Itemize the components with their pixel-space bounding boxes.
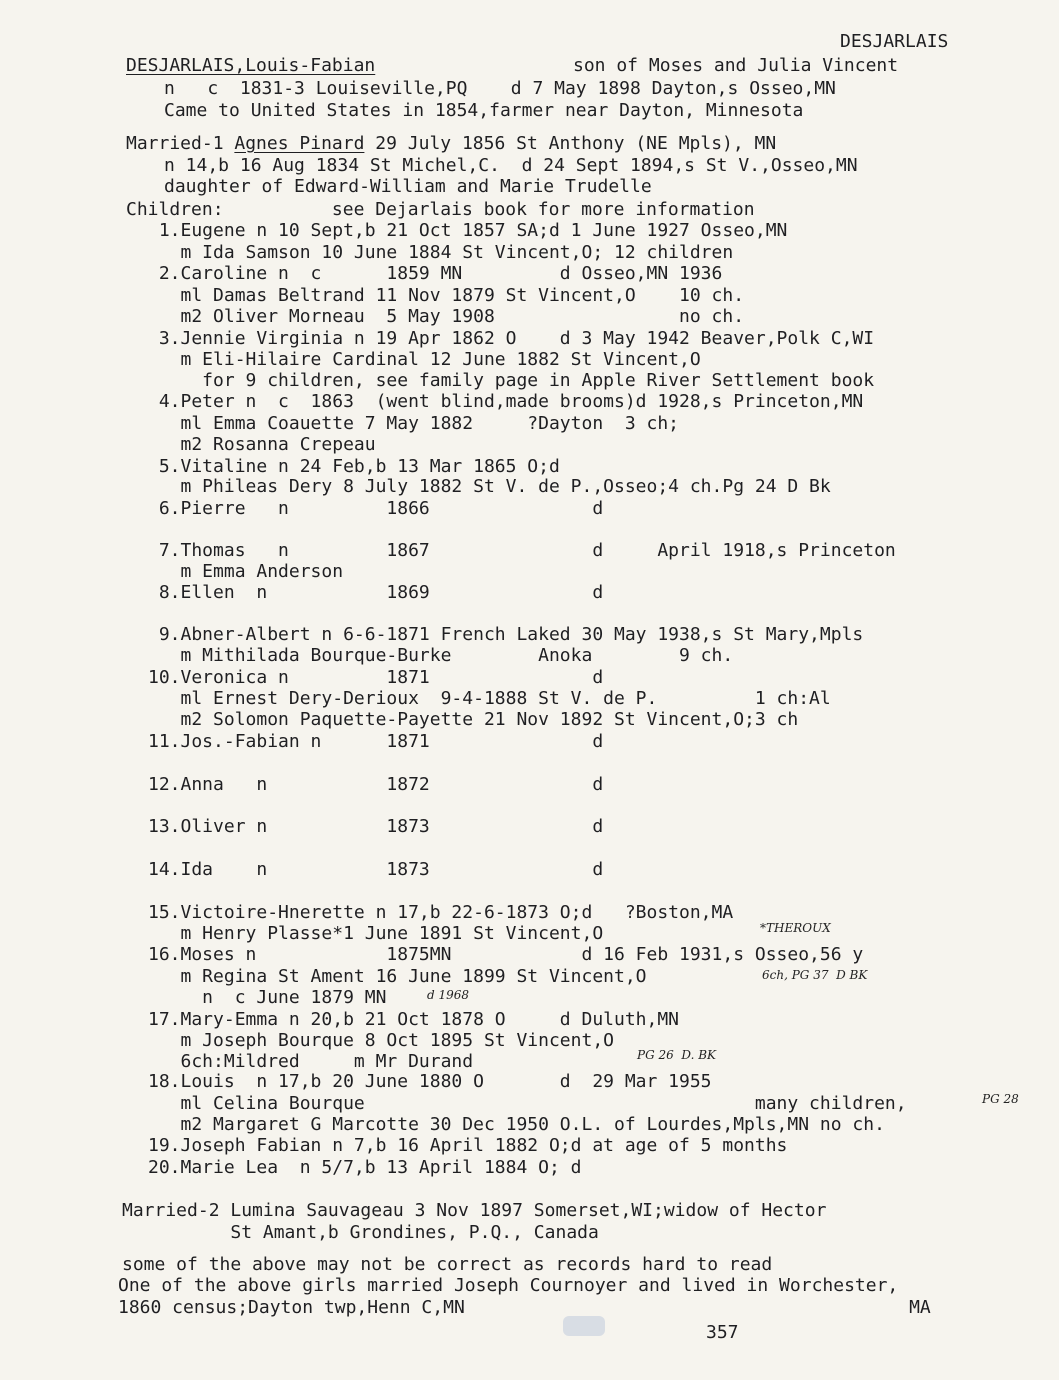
subject-immigration: Came to United States in 1854,farmer near Dayton, Minnesota: [164, 100, 804, 121]
child-line: m Phileas Dery 8 July 1882 St V. de P.,Osseo;4 ch.Pg 24 D Bk: [148, 476, 831, 497]
child-line: 15.Victoire-Hnerette n 17,b 22-6-1873 O;d ?Boston,MA: [148, 902, 734, 923]
child-line: 18.Louis n 17,b 20 June 1880 O d 29 Mar 1955: [148, 1071, 712, 1092]
handwritten-moses-ref: 6ch, PG 37 D BK: [762, 968, 868, 982]
child-line: 5.Vitaline n 24 Feb,b 13 Mar 1865 O;d: [148, 456, 560, 477]
child-line: 4.Peter n c 1863 (went blind,made brooms)d 1928,s Princeton,MN: [148, 391, 864, 412]
child-line: m Mithilada Bourque-Burke Anoka 9 ch.: [148, 645, 734, 666]
note-line: some of the above may not be correct as records hard to read: [122, 1254, 773, 1275]
child-line: 16.Moses n 1875MN d 16 Feb 1931,s Osseo,56 y: [148, 944, 864, 965]
handwritten-regina-death: d 1968: [427, 988, 470, 1002]
child-line: m2 Rosanna Crepeau: [148, 434, 376, 455]
marriage1-spouse-parents: daughter of Edward-William and Marie Trudelle: [164, 176, 652, 197]
child-line: 17.Mary-Emma n 20,b 21 Oct 1878 O d Duluth,MN: [148, 1009, 680, 1030]
child-line: 12.Anna n 1872 d: [148, 774, 604, 795]
child-line: for 9 children, see family page in Apple River Settlement book: [148, 370, 875, 391]
page-number: 357: [706, 1322, 739, 1343]
page-header-surname: DESJARLAIS: [840, 31, 949, 52]
child-line: n c June 1879 MN: [148, 987, 387, 1008]
child-line: 1.Eugene n 10 Sept,b 21 Oct 1857 SA;d 1 June 1927 Osseo,MN: [148, 220, 788, 241]
marriage1-label: Married-1 Agnes Pinard 29 July 1856 St Anthony (NE Mpls), MN: [126, 133, 777, 154]
child-line: 20.Marie Lea n 5/7,b 13 April 1884 O; d: [148, 1157, 582, 1178]
child-line: 8.Ellen n 1869 d: [148, 582, 604, 603]
child-line: m Henry Plasse*1 June 1891 St Vincent,O: [148, 923, 604, 944]
handwritten-theroux: *THEROUX: [760, 921, 831, 935]
subject-birth-death: n c 1831-3 Louiseville,PQ d 7 May 1898 Dayton,s Osseo,MN: [164, 78, 836, 99]
child-line: m Ida Samson 10 June 1884 St Vincent,O; 12 children: [148, 242, 734, 263]
child-line: m Eli-Hilaire Cardinal 12 June 1882 St Vincent,O: [148, 349, 701, 370]
marriage1-spouse: Agnes Pinard: [234, 133, 365, 154]
child-line: 2.Caroline n c 1859 MN d Osseo,MN 1936: [148, 263, 723, 284]
child-line: 10.Veronica n 1871 d: [148, 667, 604, 688]
children-header: Children: see Dejarlais book for more information: [126, 199, 755, 220]
faint-stamp-mark: [563, 1316, 605, 1336]
note-line: One of the above girls married Joseph Cournoyer and lived in Worchester,: [118, 1275, 899, 1296]
child-line: 6ch:Mildred m Mr Durand: [148, 1051, 474, 1072]
child-line: 19.Joseph Fabian n 7,b 16 April 1882 O;d at age of 5 months: [148, 1135, 788, 1156]
child-line: 9.Abner-Albert n 6-6-1871 French Laked 30 May 1938,s St Mary,Mpls: [148, 624, 864, 645]
child-line: m Emma Anderson: [148, 561, 344, 582]
child-line: m Joseph Bourque 8 Oct 1895 St Vincent,O: [148, 1030, 614, 1051]
child-line: m2 Margaret G Marcotte 30 Dec 1950 O.L. of Lourdes,Mpls,MN no ch.: [148, 1114, 885, 1135]
marriage1-spouse-vitals: n 14,b 16 Aug 1834 St Michel,C. d 24 Sept 1894,s St V.,Osseo,MN: [164, 155, 858, 176]
child-line: ml Celina Bourque many children,: [148, 1093, 907, 1114]
child-line: m Regina St Ament 16 June 1899 St Vincent,O: [148, 966, 647, 987]
child-line: ml Ernest Dery-Derioux 9-4-1888 St V. de P. 1 ch:Al: [148, 688, 831, 709]
child-line: 7.Thomas n 1867 d April 1918,s Princeton: [148, 540, 896, 561]
subject-parents: son of Moses and Julia Vincent: [573, 55, 899, 76]
child-line: m2 Oliver Morneau 5 May 1908 no ch.: [148, 306, 745, 327]
child-line: 13.Oliver n 1873 d: [148, 816, 604, 837]
child-line: m2 Solomon Paquette-Payette 21 Nov 1892 St Vincent,O;3 ch: [148, 709, 799, 730]
child-line: 11.Jos.-Fabian n 1871 d: [148, 731, 604, 752]
child-line: ml Emma Coauette 7 May 1882 ?Dayton 3 ch;: [148, 413, 680, 434]
marriage2-line: St Amant,b Grondines, P.Q., Canada: [122, 1222, 599, 1243]
child-line: 14.Ida n 1873 d: [148, 859, 604, 880]
handwritten-emma-ref: PG 26 D. BK: [637, 1048, 716, 1062]
child-line: ml Damas Beltrand 11 Nov 1879 St Vincent,O 10 ch.: [148, 285, 745, 306]
subject-name: DESJARLAIS,Louis-Fabian: [126, 55, 376, 76]
handwritten-louis-ref: PG 28: [982, 1092, 1019, 1106]
child-line: 3.Jennie Virginia n 19 Apr 1862 O d 3 May 1942 Beaver,Polk C,WI: [148, 328, 875, 349]
marriage2-line: Married-2 Lumina Sauvageau 3 Nov 1897 Somerset,WI;widow of Hector: [122, 1200, 827, 1221]
child-line: 6.Pierre n 1866 d: [148, 498, 604, 519]
note-line: 1860 census;Dayton twp,Henn C,MN MA: [118, 1297, 931, 1318]
